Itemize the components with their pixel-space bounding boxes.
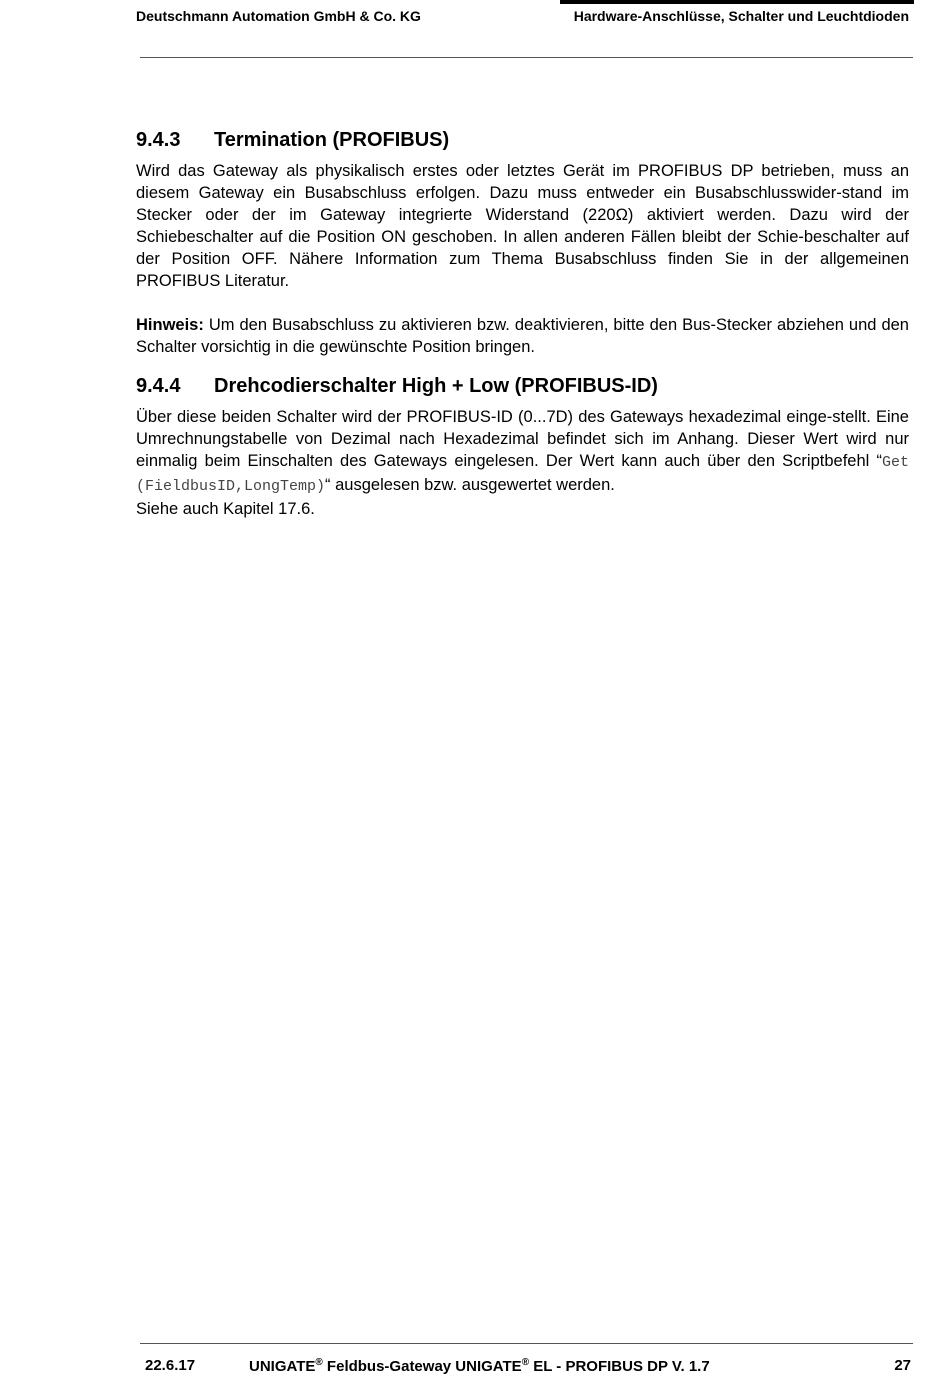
product-name: UNIGATE: [249, 1358, 316, 1375]
section-title: Drehcodierschalter High + Low (PROFIBUS-ID): [214, 375, 658, 397]
header-chapter: Hardware-Anschlüsse, Schalter und Leuchtdioden: [573, 8, 909, 24]
section-heading: [136, 372, 909, 400]
note-label: Hinweis:: [136, 316, 204, 334]
footer-date: 22.6.17: [145, 1357, 196, 1374]
paragraph-text: Über diese beiden Schalter wird der PROFIBUS-ID (0...7D) des Gateways hexadezimal einge-stellt. Eine Umrechnungstabelle von Dezimal nach Hexadezimal befindet sich im Anhang. Dieser Wert wird nur einmalig beim Einschalten des Gateways eingelesen. Der Wert kann auch über den Scriptbefehl “: [136, 408, 909, 470]
header-top-rule: [560, 0, 914, 4]
see-also: Siehe auch Kapitel 17.6.: [136, 500, 315, 518]
section-number: 9.4.3: [136, 129, 181, 151]
section-rotary-switch: [136, 372, 909, 520]
product-mid: Feldbus-Gateway UNIGATE: [322, 1358, 522, 1375]
product-suffix: EL - PROFIBUS DP V. 1.7: [529, 1358, 710, 1375]
footer-divider: [140, 1343, 913, 1344]
registered-mark: ®: [521, 1357, 530, 1368]
section-termination: [136, 126, 909, 358]
registered-mark: ®: [315, 1357, 323, 1368]
page-number: 27: [894, 1357, 911, 1374]
section-paragraph: Wird das Gateway als physikalisch erstes oder letztes Gerät im PROFIBUS DP betrieben, muss an diesem Gateway ein Busabschluss erfolgen. Dazu muss entweder ein Busabschlusswider-stand im Stecker oder der im Gateway integrierte Widerstand (220Ω) aktiviert werden. Dazu wird der Schiebeschalter auf die Position ON geschoben. In allen anderen Fällen bleibt der Schie-beschalter auf der Position OFF. Nähere Information zum Thema Busabschluss finden Sie in der allgemeinen PROFIBUS Literatur.: [136, 162, 909, 290]
paragraph-text-end: “ ausgelesen bzw. ausgewertet werden.: [325, 476, 615, 494]
section-paragraph: [136, 406, 909, 498]
section-title: Termination (PROFIBUS): [214, 129, 450, 151]
note-text: Um den Busabschluss zu aktivieren bzw. deaktivieren, bitte den Bus-Stecker abziehen und den Schalter vorsichtig in die gewünschte Position bringen.: [136, 316, 909, 356]
section-number: 9.4.4: [136, 375, 181, 397]
script-command: Get (FieldbusID,LongTemp): [136, 454, 909, 495]
footer-product: [249, 1357, 710, 1375]
page-content: [136, 126, 909, 520]
note-paragraph: [136, 314, 909, 358]
header-divider: [140, 57, 913, 58]
section-heading: [136, 126, 909, 154]
header-company: Deutschmann Automation GmbH & Co. KG: [136, 8, 421, 24]
